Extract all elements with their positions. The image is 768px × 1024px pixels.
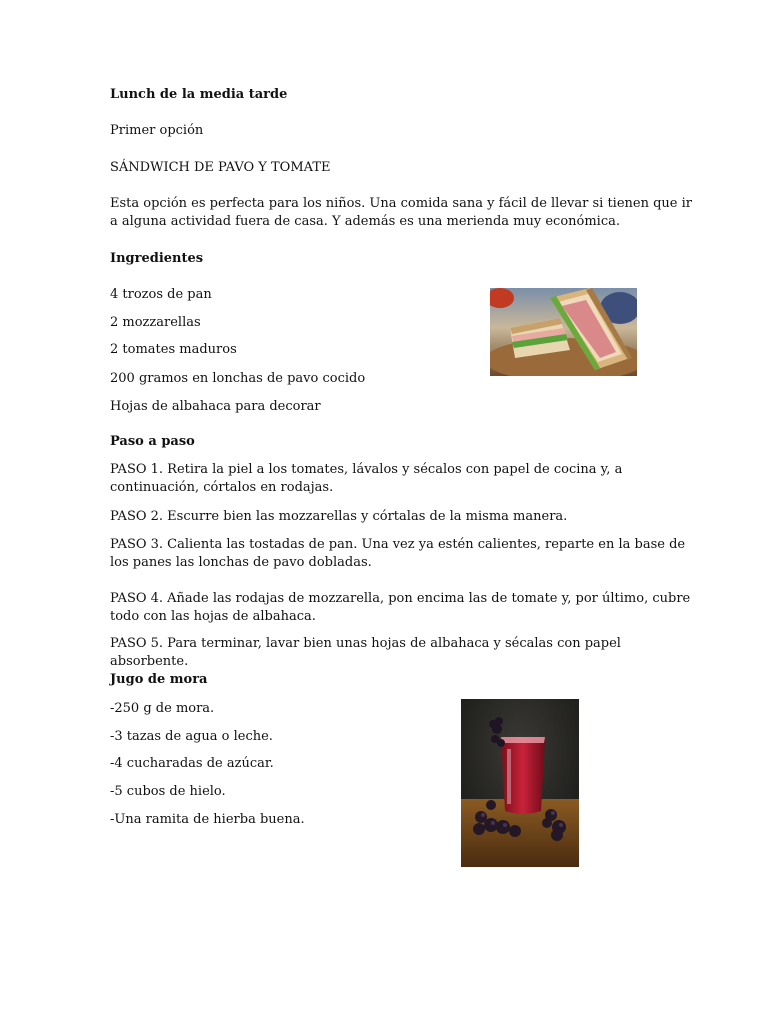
step-paragraph [110, 461, 660, 497]
recipe-name: SÁNDWICH DE PAVO Y TOMATE [110, 160, 331, 175]
option-label: Primer opción [110, 123, 204, 138]
ingredient-item: Hojas de albahaca para decorar [110, 399, 321, 414]
ingredient-item: 4 trozos de pan [110, 287, 212, 302]
step-line: PASO 4. Añade las rodajas de mozzarella, pon encima las de tomate y, por último, cubre [110, 591, 691, 606]
ingredient-item: 2 mozzarellas [110, 315, 201, 330]
step-line: PASO 1. Retira la piel a los tomates, lávalos y sécalos con papel de cocina y, a [110, 462, 623, 477]
step-line: PASO 2. Escurre bien las mozzarellas y córtalas de la misma manera. [110, 509, 568, 524]
ingredients-heading: Ingredientes [110, 251, 204, 266]
sandwich-photo [490, 288, 637, 376]
juice-ingredient-item: -3 tazas de agua o leche. [110, 729, 273, 744]
step-line: PASO 3. Calienta las tostadas de pan. Una vez ya estén calientes, reparte en la base de [110, 537, 686, 552]
intro-paragraph [110, 195, 692, 231]
juice-ingredient-item: -5 cubos de hielo. [110, 784, 226, 799]
step-paragraph [110, 536, 686, 572]
ingredient-item: 200 gramos en lonchas de pavo cocido [110, 371, 366, 386]
step-paragraph [110, 590, 691, 626]
intro-line: a alguna actividad fuera de casa. Y además es una merienda muy económica. [110, 214, 620, 229]
juice-ingredient-item: -Una ramita de hierba buena. [110, 812, 305, 827]
juice-ingredient-item: -250 g de mora. [110, 701, 215, 716]
ingredient-item: 2 tomates maduros [110, 342, 237, 357]
juice-ingredient-item: -4 cucharadas de azúcar. [110, 756, 274, 771]
step-paragraph [110, 635, 660, 671]
juice-heading: Jugo de mora [110, 672, 208, 687]
step-line: absorbente. [110, 654, 189, 669]
step-line: PASO 5. Para terminar, lavar bien unas hojas de albahaca y sécalas con papel [110, 636, 621, 651]
step-line: todo con las hojas de albahaca. [110, 609, 316, 624]
step-line: continuación, córtalos en rodajas. [110, 480, 334, 495]
document-title: Lunch de la media tarde [110, 87, 288, 102]
intro-line: Esta opción es perfecta para los niños. Una comida sana y fácil de llevar si tienen que ir [110, 196, 692, 211]
blackberry-juice-photo [461, 699, 579, 867]
step-paragraph [110, 508, 660, 526]
steps-heading: Paso a paso [110, 434, 195, 449]
step-line: los panes las lonchas de pavo dobladas. [110, 555, 372, 570]
